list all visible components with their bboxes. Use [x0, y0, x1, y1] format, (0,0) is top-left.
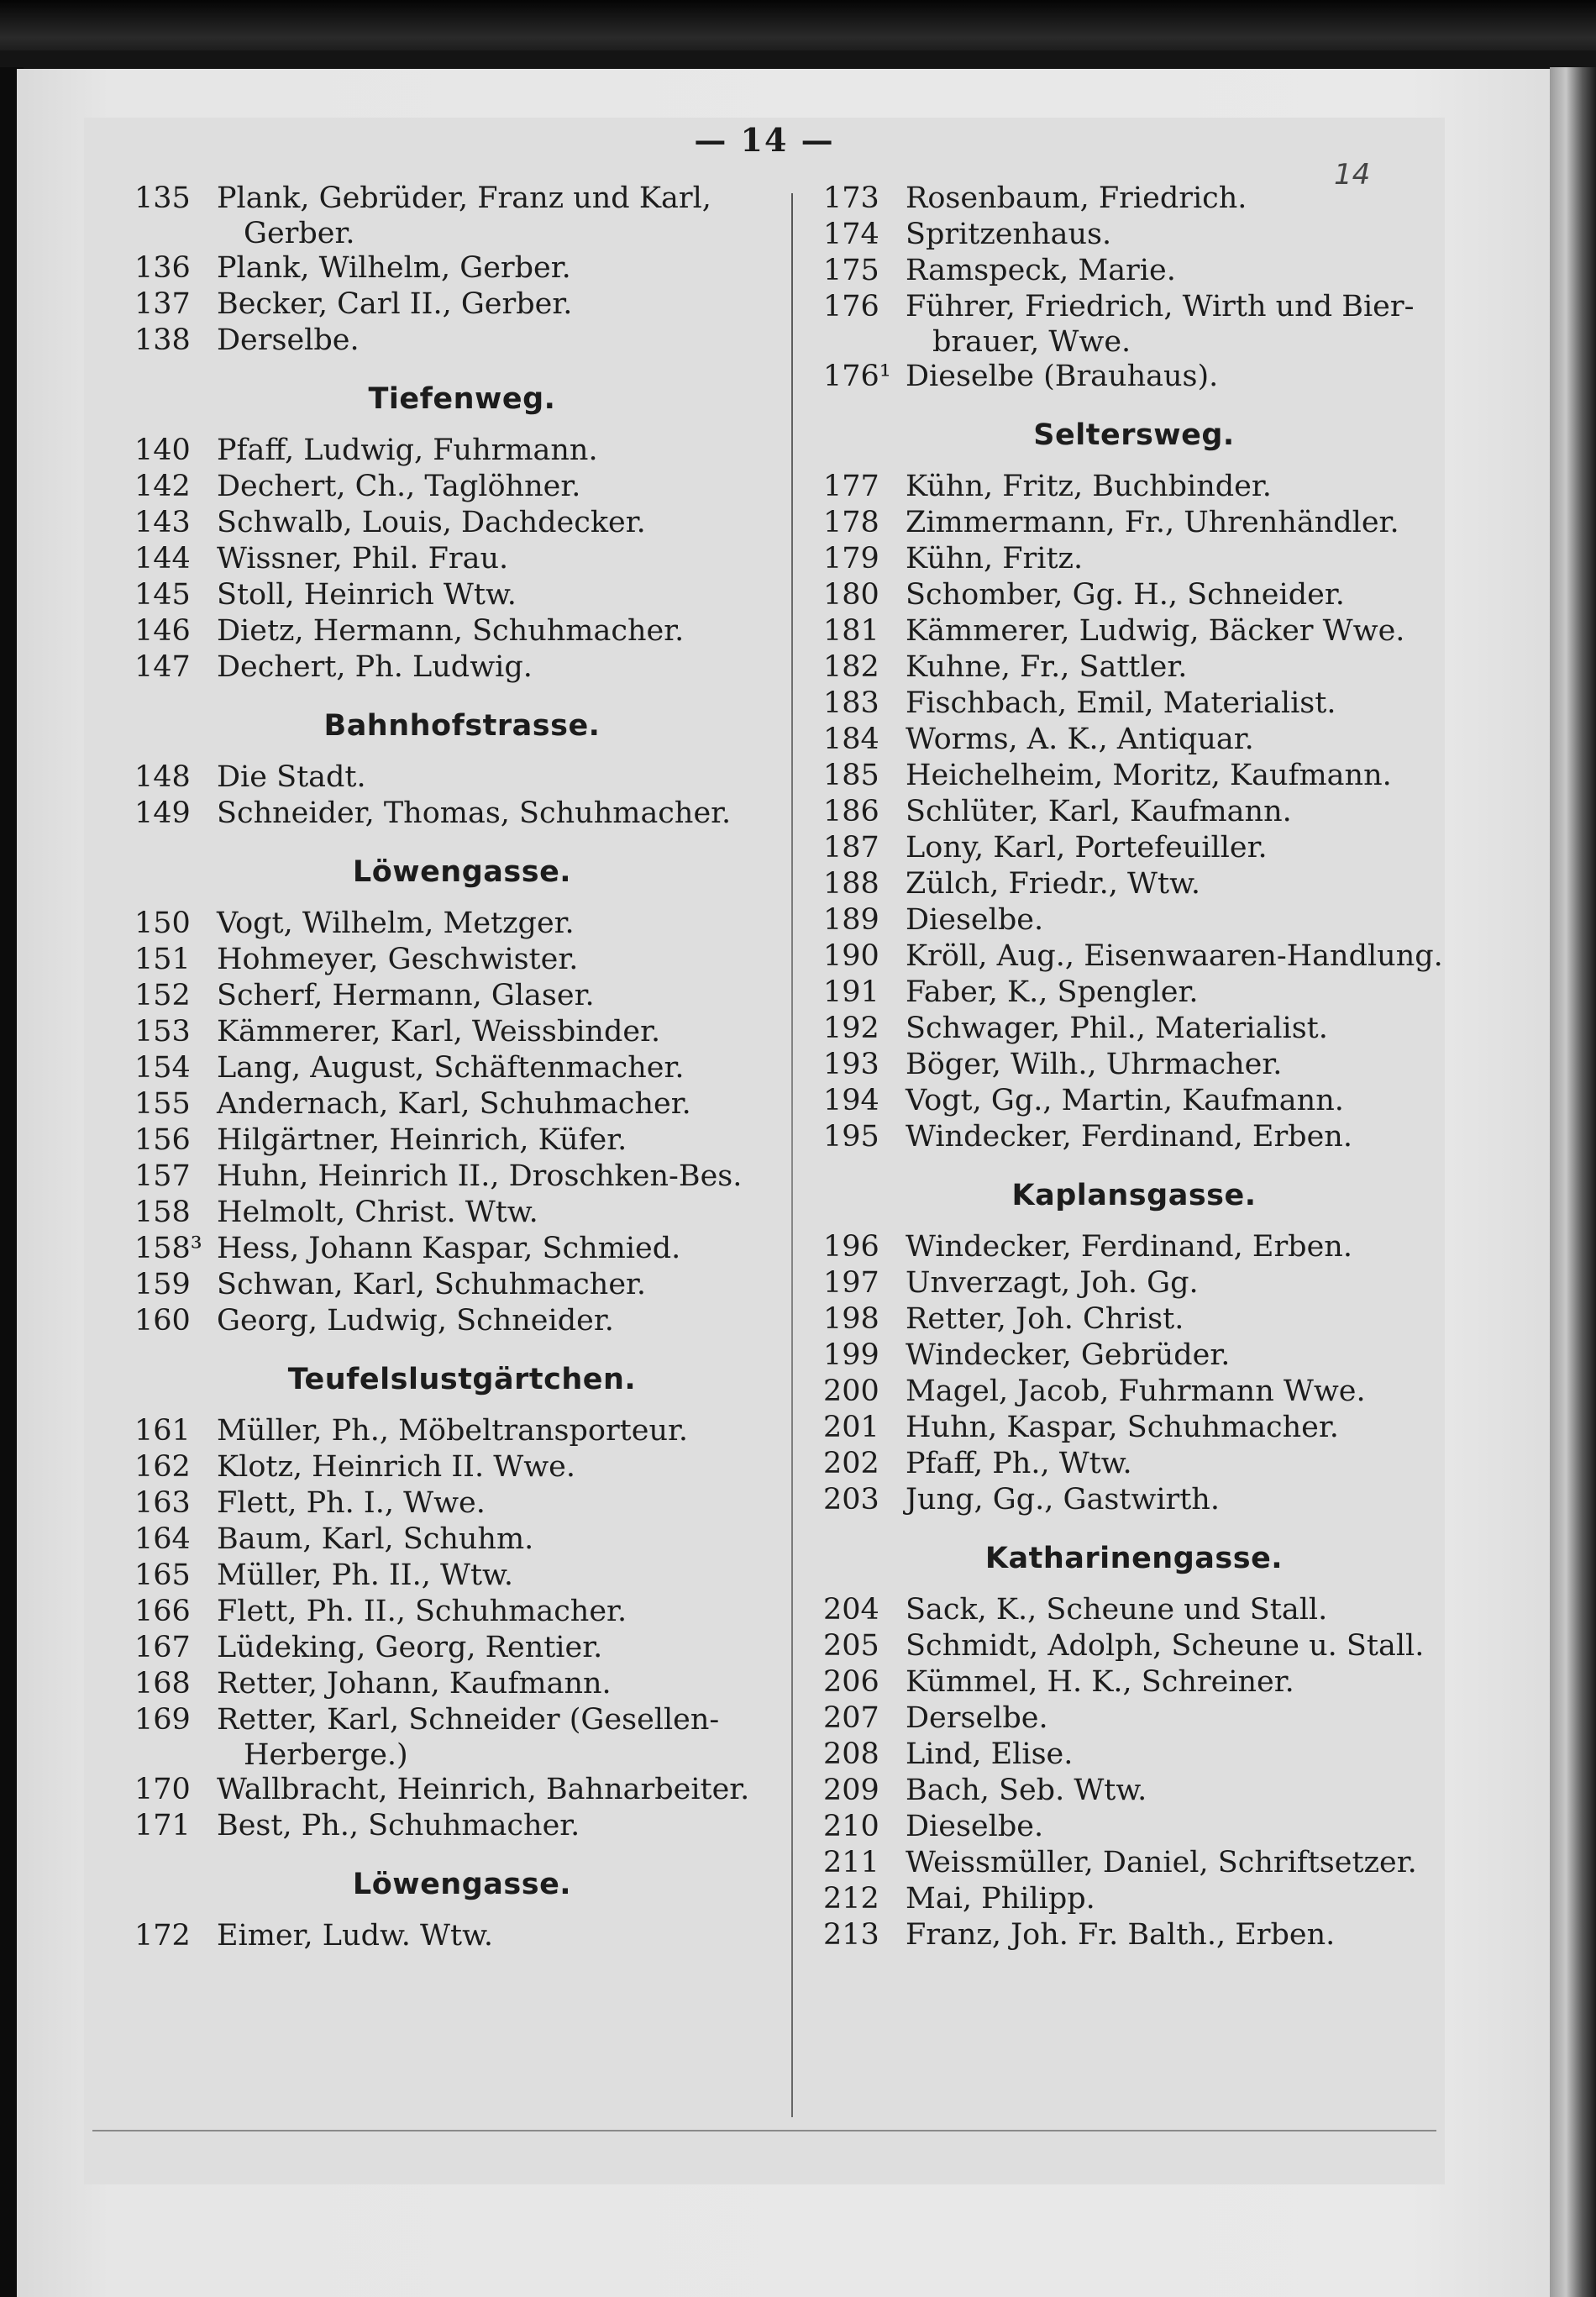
house-number: 203 — [823, 1483, 879, 1516]
house-number: 209 — [823, 1774, 879, 1807]
house-number: 161 — [134, 1414, 191, 1448]
resident-name: Scherf, Hermann, Glaser. — [217, 979, 595, 1012]
house-number: 166 — [134, 1595, 191, 1628]
directory-entry — [134, 906, 790, 942]
resident-name: Franz, Joh. Fr. Balth., Erben. — [906, 1918, 1336, 1952]
house-number: 197 — [823, 1266, 879, 1300]
resident-name: Dieselbe. — [906, 1810, 1044, 1843]
page-number: — 14 — — [694, 121, 835, 159]
resident-name: Derselbe. — [217, 323, 360, 357]
directory-entry — [134, 1014, 790, 1050]
resident-name: Schneider, Thomas, Schuhmacher. — [217, 796, 732, 830]
resident-name: Plank, Gebrüder, Franz und Karl, — [217, 181, 711, 215]
directory-entry — [134, 1267, 790, 1303]
house-number: 199 — [823, 1338, 879, 1372]
directory-entry — [823, 1119, 1445, 1155]
resident-name: Vogt, Gg., Martin, Kaufmann. — [906, 1084, 1344, 1117]
resident-name: Stoll, Heinrich Wtw. — [217, 578, 517, 612]
directory-entry — [134, 1122, 790, 1159]
resident-name: Schwan, Karl, Schuhmacher. — [217, 1268, 647, 1301]
resident-name: Rosenbaum, Friedrich. — [906, 181, 1247, 215]
house-number: 158³ — [134, 1232, 202, 1265]
house-number: 148 — [134, 760, 191, 794]
resident-name: Wissner, Phil. Frau. — [217, 542, 509, 576]
resident-name: Kämmerer, Ludwig, Bäcker Wwe. — [906, 614, 1405, 648]
house-number: 187 — [823, 831, 879, 865]
directory-entry — [134, 1918, 790, 1954]
resident-name: Böger, Wilh., Uhrmacher. — [906, 1048, 1283, 1081]
resident-name: Becker, Carl II., Gerber. — [217, 287, 573, 321]
house-number: 185 — [823, 759, 879, 792]
resident-name: Flett, Ph. II., Schuhmacher. — [217, 1595, 627, 1628]
directory-entry — [134, 469, 790, 505]
house-number: 154 — [134, 1051, 191, 1085]
right-column — [823, 181, 1445, 1953]
resident-name: Die Stadt. — [217, 760, 366, 794]
resident-name: Heichelheim, Moritz, Kaufmann. — [906, 759, 1392, 792]
resident-name: Worms, A. K., Antiquar. — [906, 723, 1254, 756]
house-number: 205 — [823, 1629, 879, 1663]
directory-entry — [823, 830, 1445, 866]
resident-name: Fischbach, Emil, Materialist. — [906, 686, 1336, 720]
house-number: 147 — [134, 650, 191, 684]
directory-entry — [823, 541, 1445, 577]
directory-entry — [134, 505, 790, 541]
house-number: 191 — [823, 975, 879, 1009]
bottom-rule — [92, 2130, 1436, 2131]
directory-entry — [823, 1482, 1445, 1518]
house-number: 181 — [823, 614, 879, 648]
house-number: 160 — [134, 1304, 191, 1338]
directory-entry — [823, 1047, 1445, 1083]
house-number: 179 — [823, 542, 879, 576]
resident-name: Dietz, Hermann, Schuhmacher. — [217, 614, 685, 648]
directory-entry — [134, 541, 790, 577]
house-number: 201 — [823, 1411, 879, 1444]
directory-entry — [134, 978, 790, 1014]
entry-continuation: brauer, Wwe. — [932, 325, 1131, 359]
resident-name: Dechert, Ch., Taglöhner. — [217, 470, 581, 503]
directory-entry — [134, 942, 790, 978]
resident-name: Wallbracht, Heinrich, Bahnarbeiter. — [217, 1773, 750, 1806]
house-number: 149 — [134, 796, 191, 830]
resident-name: Ramspeck, Marie. — [906, 254, 1176, 287]
directory-entry — [134, 1159, 790, 1195]
directory-entry — [823, 1628, 1445, 1664]
directory-entry — [823, 1917, 1445, 1953]
resident-name: Zimmermann, Fr., Uhrenhändler. — [906, 506, 1399, 539]
directory-entry — [823, 1881, 1445, 1917]
house-number: 143 — [134, 506, 191, 539]
resident-name: Flett, Ph. I., Wwe. — [217, 1486, 486, 1520]
house-number: 175 — [823, 254, 879, 287]
house-number: 159 — [134, 1268, 191, 1301]
entry-continuation: Herberge.) — [244, 1738, 408, 1772]
directory-entry — [823, 1229, 1445, 1265]
directory-entry — [823, 722, 1445, 758]
resident-name: Lang, August, Schäftenmacher. — [217, 1051, 685, 1085]
house-number: 198 — [823, 1302, 879, 1336]
directory-entry — [823, 1265, 1445, 1301]
house-number: 167 — [134, 1631, 191, 1664]
directory-entry — [134, 1449, 790, 1485]
resident-name: Schmidt, Adolph, Scheune u. Stall. — [906, 1629, 1425, 1663]
house-number: 184 — [823, 723, 879, 756]
resident-name: Lony, Karl, Portefeuiller. — [906, 831, 1268, 865]
resident-name: Baum, Karl, Schuhm. — [217, 1522, 534, 1556]
directory-entry — [823, 1664, 1445, 1700]
resident-name: Best, Ph., Schuhmacher. — [217, 1809, 580, 1842]
directory-entry — [823, 217, 1445, 253]
street-heading: Seltersweg. — [1033, 418, 1235, 452]
house-number: 138 — [134, 323, 191, 357]
directory-entry — [134, 649, 790, 686]
house-number: 188 — [823, 867, 879, 901]
resident-name: Pfaff, Ph., Wtw. — [906, 1447, 1132, 1480]
resident-name: Schwager, Phil., Materialist. — [906, 1012, 1328, 1045]
directory-entry — [134, 250, 790, 286]
resident-name: Georg, Ludwig, Schneider. — [217, 1304, 614, 1338]
directory-entry — [134, 1808, 790, 1844]
house-number: 182 — [823, 650, 879, 684]
street-heading: Kaplansgasse. — [1011, 1179, 1257, 1212]
resident-name: Magel, Jacob, Fuhrmann Wwe. — [906, 1375, 1366, 1408]
directory-entry — [823, 1773, 1445, 1809]
directory-entry — [823, 938, 1445, 975]
directory-entry — [134, 1303, 790, 1339]
entry-continuation: Gerber. — [244, 217, 355, 250]
house-number: 152 — [134, 979, 191, 1012]
directory-entry — [134, 1086, 790, 1122]
house-number: 170 — [134, 1773, 191, 1806]
column-divider — [791, 193, 793, 2117]
street-heading: Teufelslustgärtchen. — [287, 1363, 637, 1396]
resident-name: Plank, Wilhelm, Gerber. — [217, 251, 571, 285]
resident-name: Schomber, Gg. H., Schneider. — [906, 578, 1345, 612]
house-number: 176¹ — [823, 360, 891, 393]
resident-name: Mai, Philipp. — [906, 1882, 1095, 1916]
directory-entry — [823, 794, 1445, 830]
resident-name: Dieselbe (Brauhaus). — [906, 360, 1219, 393]
resident-name: Windecker, Ferdinand, Erben. — [906, 1120, 1352, 1154]
directory-entry — [823, 289, 1445, 325]
street-heading: Löwengasse. — [352, 855, 572, 889]
resident-name: Spritzenhaus. — [906, 218, 1112, 251]
directory-entry — [823, 902, 1445, 938]
resident-name: Klotz, Heinrich II. Wwe. — [217, 1450, 576, 1484]
resident-name: Bach, Seb. Wtw. — [906, 1774, 1147, 1807]
directory-entry — [823, 758, 1445, 794]
resident-name: Führer, Friedrich, Wirth und Bier- — [906, 290, 1415, 323]
resident-name: Kühn, Fritz. — [906, 542, 1084, 576]
house-number: 172 — [134, 1919, 191, 1953]
house-number: 176 — [823, 290, 879, 323]
resident-name: Huhn, Kaspar, Schuhmacher. — [906, 1411, 1339, 1444]
house-number: 200 — [823, 1375, 879, 1408]
house-number: 150 — [134, 907, 191, 940]
resident-name: Schwalb, Louis, Dachdecker. — [217, 506, 646, 539]
house-number: 162 — [134, 1450, 191, 1484]
house-number: 146 — [134, 614, 191, 648]
resident-name: Müller, Ph. II., Wtw. — [217, 1558, 513, 1592]
house-number: 213 — [823, 1918, 879, 1952]
street-heading: Löwengasse. — [352, 1868, 572, 1901]
directory-entry — [823, 975, 1445, 1011]
street-heading: Bahnhofstrasse. — [323, 709, 601, 743]
resident-name: Zülch, Friedr., Wtw. — [906, 867, 1201, 901]
directory-entry — [823, 469, 1445, 505]
directory-entry — [134, 433, 790, 469]
directory-entry — [134, 1772, 790, 1808]
directory-entry — [823, 1410, 1445, 1446]
directory-entry — [823, 359, 1445, 395]
house-number: 171 — [134, 1809, 191, 1842]
directory-entry — [823, 505, 1445, 541]
directory-entry — [823, 866, 1445, 902]
house-number: 156 — [134, 1123, 191, 1157]
house-number: 180 — [823, 578, 879, 612]
resident-name: Huhn, Heinrich II., Droschken-Bes. — [217, 1159, 743, 1193]
directory-entry — [823, 1845, 1445, 1881]
resident-name: Lind, Elise. — [906, 1737, 1074, 1771]
house-number: 169 — [134, 1703, 191, 1737]
margin-note: 14 — [1334, 158, 1371, 192]
resident-name: Faber, K., Spengler. — [906, 975, 1199, 1009]
resident-name: Retter, Johann, Kaufmann. — [217, 1667, 612, 1700]
directory-entry — [823, 1737, 1445, 1773]
directory-entry — [134, 1195, 790, 1231]
directory-entry — [134, 181, 790, 217]
resident-name: Hilgärtner, Heinrich, Küfer. — [217, 1123, 627, 1157]
directory-entry — [823, 686, 1445, 722]
resident-name: Kühn, Fritz, Buchbinder. — [906, 470, 1272, 503]
directory-entry — [823, 613, 1445, 649]
house-number: 157 — [134, 1159, 191, 1193]
house-number: 206 — [823, 1665, 879, 1699]
resident-name: Windecker, Ferdinand, Erben. — [906, 1230, 1352, 1264]
resident-name: Eimer, Ludw. Wtw. — [217, 1919, 493, 1953]
directory-entry — [134, 760, 790, 796]
house-number: 195 — [823, 1120, 879, 1154]
resident-name: Kröll, Aug., Eisenwaaren-Handlung. — [906, 939, 1443, 973]
resident-name: Derselbe. — [906, 1701, 1048, 1735]
resident-name: Andernach, Karl, Schuhmacher. — [217, 1087, 691, 1121]
resident-name: Vogt, Wilhelm, Metzger. — [217, 907, 575, 940]
resident-name: Unverzagt, Joh. Gg. — [906, 1266, 1199, 1300]
directory-entry — [134, 323, 790, 359]
directory-entry — [134, 1231, 790, 1267]
resident-name: Retter, Joh. Christ. — [906, 1302, 1184, 1336]
house-number: 163 — [134, 1486, 191, 1520]
house-number: 155 — [134, 1087, 191, 1121]
house-number: 193 — [823, 1048, 879, 1081]
house-number: 174 — [823, 218, 879, 251]
directory-entry — [823, 1809, 1445, 1845]
house-number: 183 — [823, 686, 879, 720]
directory-entry — [134, 1050, 790, 1086]
house-number: 196 — [823, 1230, 879, 1264]
directory-entry — [134, 577, 790, 613]
house-number: 189 — [823, 903, 879, 937]
resident-name: Kuhne, Fr., Sattler. — [906, 650, 1188, 684]
directory-entry — [823, 1446, 1445, 1482]
directory-entry — [134, 1413, 790, 1449]
resident-name: Hohmeyer, Geschwister. — [217, 943, 579, 976]
house-number: 151 — [134, 943, 191, 976]
house-number: 204 — [823, 1593, 879, 1627]
resident-name: Lüdeking, Georg, Rentier. — [217, 1631, 603, 1664]
resident-name: Weissmüller, Daniel, Schriftsetzer. — [906, 1846, 1417, 1879]
house-number: 210 — [823, 1810, 879, 1843]
house-number: 153 — [134, 1015, 191, 1049]
directory-entry — [134, 1702, 790, 1738]
document-page — [84, 118, 1445, 2184]
resident-name: Pfaff, Ludwig, Fuhrmann. — [217, 434, 598, 467]
directory-entry — [134, 286, 790, 323]
house-number: 145 — [134, 578, 191, 612]
resident-name: Schlüter, Karl, Kaufmann. — [906, 795, 1292, 828]
house-number: 211 — [823, 1846, 879, 1879]
left-column — [134, 181, 790, 1954]
house-number: 212 — [823, 1882, 879, 1916]
directory-entry — [823, 1083, 1445, 1119]
directory-entry — [823, 181, 1445, 217]
directory-entry — [823, 1700, 1445, 1737]
directory-entry — [823, 1374, 1445, 1410]
house-number: 202 — [823, 1447, 879, 1480]
resident-name: Sack, K., Scheune und Stall. — [906, 1593, 1328, 1627]
house-number: 158 — [134, 1196, 191, 1229]
resident-name: Dieselbe. — [906, 903, 1044, 937]
resident-name: Jung, Gg., Gastwirth. — [906, 1483, 1220, 1516]
directory-entry — [134, 1594, 790, 1630]
directory-entry — [823, 1592, 1445, 1628]
house-number: 177 — [823, 470, 879, 503]
directory-entry — [823, 649, 1445, 686]
directory-entry — [134, 1558, 790, 1594]
book-right-edge — [1550, 67, 1596, 2297]
house-number: 208 — [823, 1737, 879, 1771]
resident-name: Hess, Johann Kaspar, Schmied. — [217, 1232, 681, 1265]
house-number: 164 — [134, 1522, 191, 1556]
house-number: 144 — [134, 542, 191, 576]
directory-entry — [823, 1301, 1445, 1338]
resident-name: Windecker, Gebrüder. — [906, 1338, 1231, 1372]
directory-entry — [823, 253, 1445, 289]
house-number: 192 — [823, 1012, 879, 1045]
house-number: 165 — [134, 1558, 191, 1592]
directory-entry — [134, 1485, 790, 1522]
directory-entry — [823, 1011, 1445, 1047]
house-number: 137 — [134, 287, 191, 321]
resident-name: Dechert, Ph. Ludwig. — [217, 650, 533, 684]
house-number: 142 — [134, 470, 191, 503]
directory-entry — [823, 577, 1445, 613]
house-number: 194 — [823, 1084, 879, 1117]
resident-name: Müller, Ph., Möbeltransporteur. — [217, 1414, 689, 1448]
street-heading: Tiefenweg. — [368, 382, 556, 416]
directory-entry — [134, 1666, 790, 1702]
house-number: 186 — [823, 795, 879, 828]
resident-name: Retter, Karl, Schneider (Gesellen- — [217, 1703, 720, 1737]
street-heading: Katharinengasse. — [984, 1542, 1284, 1575]
directory-entry — [823, 1338, 1445, 1374]
house-number: 178 — [823, 506, 879, 539]
house-number: 140 — [134, 434, 191, 467]
resident-name: Kämmerer, Karl, Weissbinder. — [217, 1015, 661, 1049]
directory-entry — [134, 796, 790, 832]
house-number: 168 — [134, 1667, 191, 1700]
house-number: 190 — [823, 939, 879, 973]
house-number: 173 — [823, 181, 879, 215]
directory-entry — [134, 613, 790, 649]
resident-name: Helmolt, Christ. Wtw. — [217, 1196, 538, 1229]
house-number: 135 — [134, 181, 191, 215]
house-number: 207 — [823, 1701, 879, 1735]
directory-entry — [134, 1630, 790, 1666]
resident-name: Kümmel, H. K., Schreiner. — [906, 1665, 1294, 1699]
house-number: 136 — [134, 251, 191, 285]
directory-entry — [134, 1522, 790, 1558]
